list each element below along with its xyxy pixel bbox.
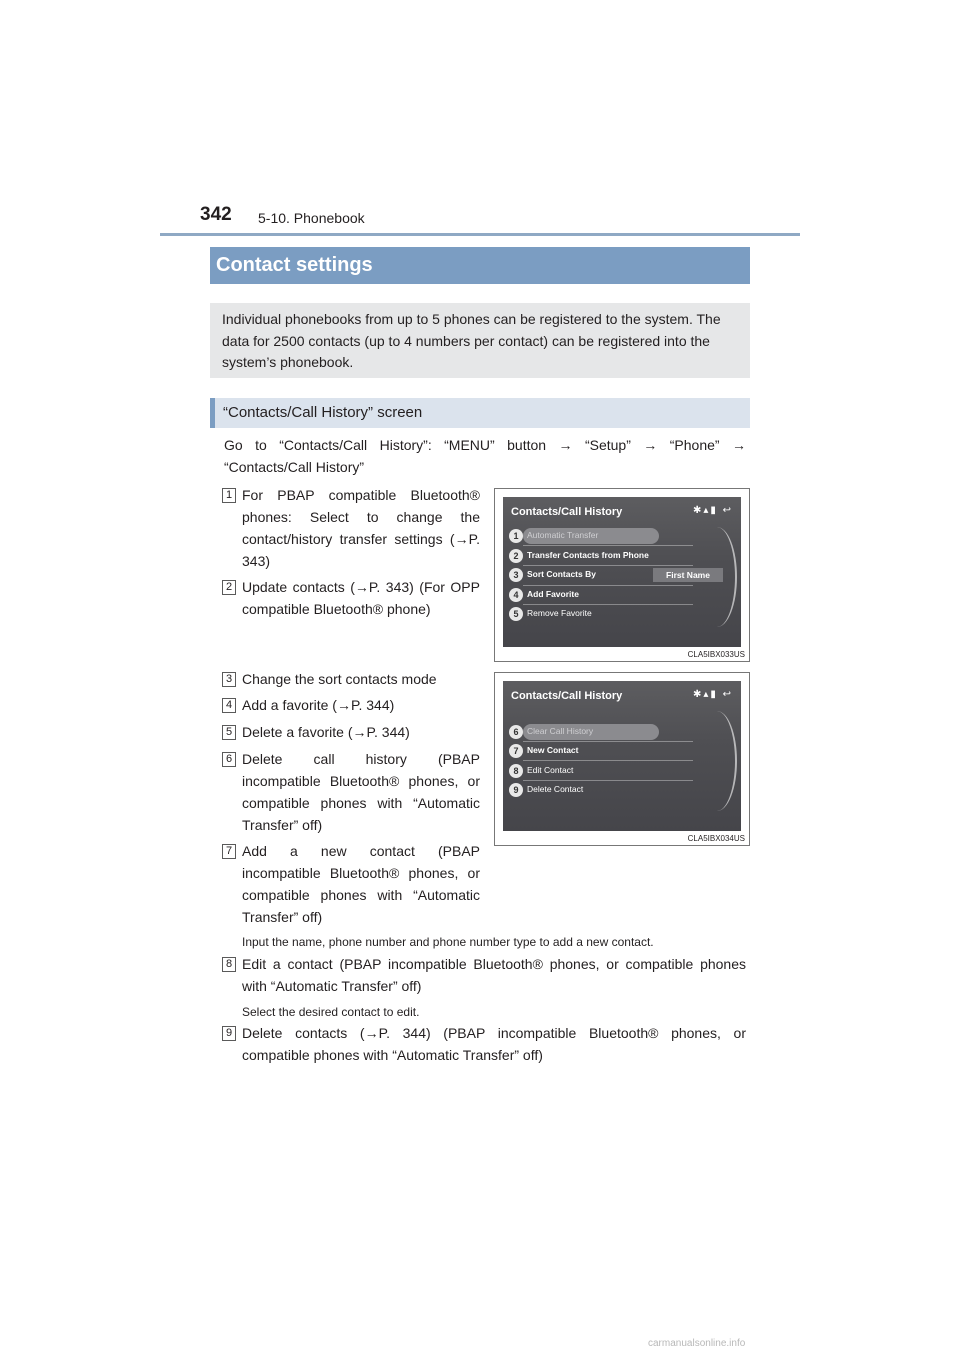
item-text: Delete contacts (→P. 344) (PBAP incompatible Bluetooth® phones, or compatible phones with “Automatic Transfer” off) (242, 1025, 746, 1063)
row-number-badge: 2 (509, 549, 523, 563)
image-code: CLA5IBX033US (687, 650, 745, 659)
sort-value: First Name (653, 568, 723, 582)
row-number-badge: 6 (509, 725, 523, 739)
item-text: Delete a favorite (→P. 344) (242, 724, 410, 740)
row-number-badge: 1 (509, 529, 523, 543)
intro-box: Individual phonebooks from up to 5 phones can be registered to the system. The data for 2500 contacts (up to 4 numbers per contact) can be registered into the system’s phonebook. (210, 303, 750, 378)
row-label: Automatic Transfer (527, 530, 599, 540)
screen-row (509, 763, 659, 779)
item-text: Update contacts (→P. 343) (For OPP compatible Bluetooth® phone) (242, 579, 480, 617)
scroll-arc (697, 527, 737, 627)
row-number-badge: 3 (509, 568, 523, 582)
screen-row (509, 606, 659, 622)
status-icons: ✱▴▮ ↩ (692, 689, 733, 700)
item-text: Add a favorite (→P. 344) (242, 697, 395, 713)
watermark: carmanualsonline.info (648, 1338, 746, 1349)
screen-title: Contacts/Call History (511, 690, 623, 702)
row-label: Remove Favorite (527, 608, 592, 618)
row-label: Edit Contact (527, 765, 574, 775)
item-number: 2 (222, 580, 236, 595)
screen-title: Contacts/Call History (511, 506, 623, 518)
item-number: 4 (222, 698, 236, 713)
scroll-arc (697, 711, 737, 811)
screen-row (509, 548, 659, 564)
row-label: Transfer Contacts from Phone (527, 550, 649, 560)
row-number-badge: 5 (509, 607, 523, 621)
screen-illustration (494, 488, 750, 662)
item-number: 1 (222, 488, 236, 503)
item-text: Edit a contact (PBAP incompatible Bluetooth® phones, or compatible phones with “Automatic Transfer” off) (242, 956, 746, 994)
section-bar (210, 247, 750, 284)
item-number: 7 (222, 844, 236, 859)
item-number: 5 (222, 725, 236, 740)
item-text: Add a new contact (PBAP incompatible Bluetooth® phones, or compatible phones with “Automatic Transfer” off) (242, 843, 480, 925)
item-text: Change the sort contacts mode (242, 671, 437, 687)
item-note: Select the desired contact to edit. (242, 1005, 420, 1019)
item-number: 6 (222, 752, 236, 767)
section-title: Contact settings (216, 254, 373, 276)
screen-row (509, 724, 659, 740)
item-text: Delete call history (PBAP incompatible Bluetooth® phones, or compatible phones with “Automatic Transfer” off) (242, 751, 480, 833)
row-label: Clear Call History (527, 726, 594, 736)
nav-instruction: Go to “Contacts/Call History”: “MENU” button → “Setup” → “Phone” → “Contacts/Call History” (224, 437, 746, 475)
row-label: Add Favorite (527, 589, 579, 599)
screen-row (509, 743, 659, 759)
status-icons: ✱▴▮ ↩ (692, 505, 733, 516)
screen-illustration (494, 672, 750, 846)
image-code: CLA5IBX034US (687, 834, 745, 843)
screen-display (503, 497, 741, 647)
subsection-bar (210, 398, 750, 428)
chapter-title: 5-10. Phonebook (258, 210, 365, 226)
row-number-badge: 4 (509, 588, 523, 602)
page-header (160, 204, 800, 236)
row-label: Sort Contacts By (527, 569, 596, 579)
subsection-title: “Contacts/Call History” screen (223, 404, 423, 421)
item-number: 3 (222, 672, 236, 687)
screen-row (509, 782, 659, 798)
item-note: Input the name, phone number and phone number type to add a new contact. (242, 935, 654, 949)
screen-display (503, 681, 741, 831)
row-number-badge: 7 (509, 744, 523, 758)
row-number-badge: 9 (509, 783, 523, 797)
page-number: 342 (200, 204, 232, 225)
item-number: 9 (222, 1026, 236, 1041)
row-label: Delete Contact (527, 784, 584, 794)
screen-row (509, 528, 659, 544)
screen-row (509, 567, 659, 583)
screen-row (509, 587, 659, 603)
item-number: 8 (222, 957, 236, 972)
row-number-badge: 8 (509, 764, 523, 778)
item-text: For PBAP compatible Bluetooth® phones: Select to change the contact/history transfer settings (→P. 343) (242, 487, 480, 569)
row-label: New Contact (527, 745, 579, 755)
